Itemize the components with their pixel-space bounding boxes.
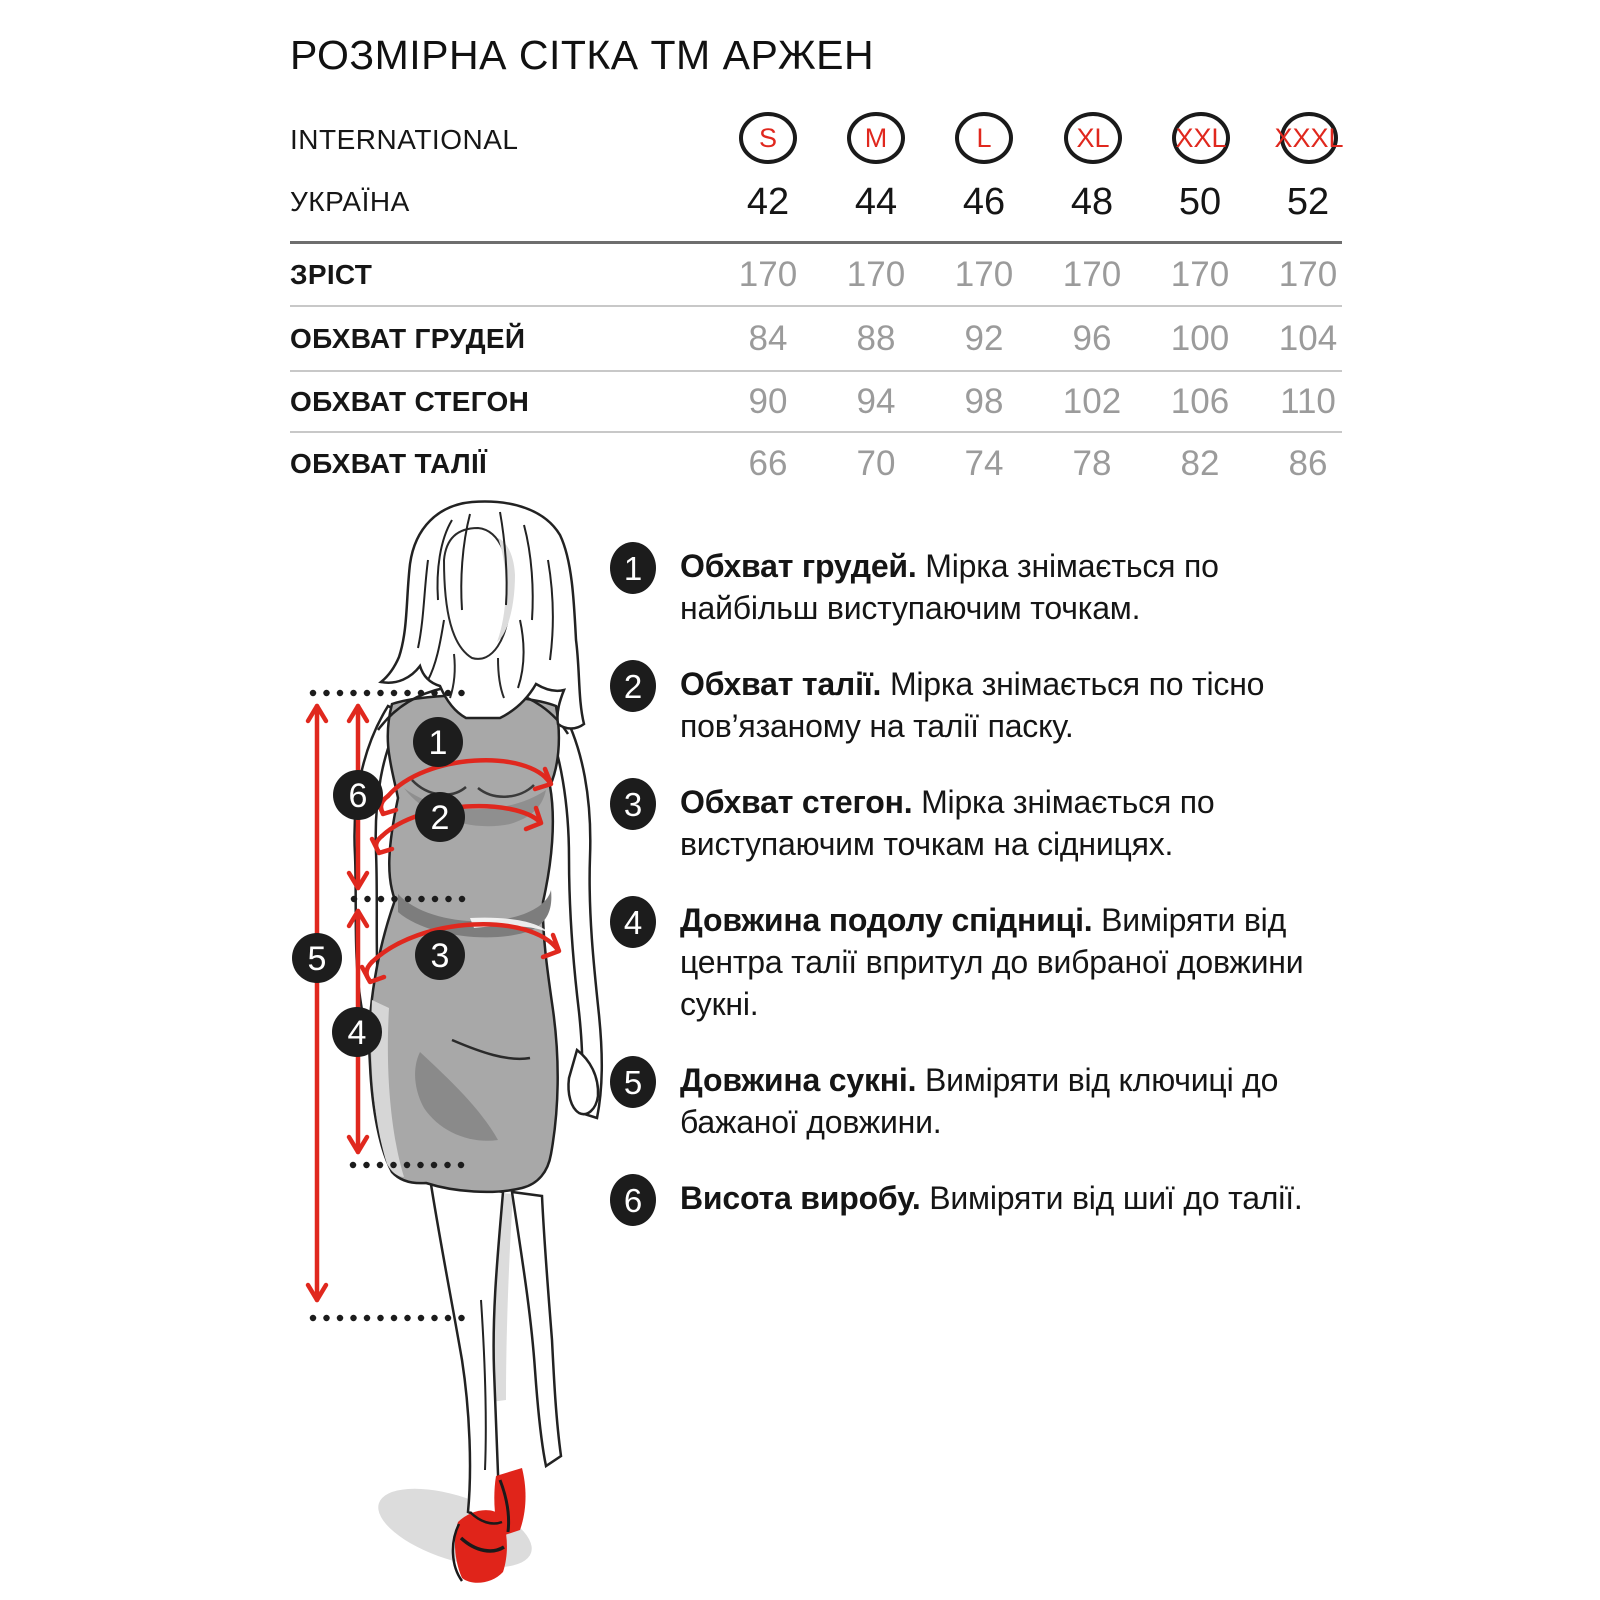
legend-term-5: Довжина сукні.: [680, 1062, 917, 1098]
legend-desc-3: Мірка знімається по виступаючим точкам на сідницях.: [680, 784, 1215, 862]
legend-text-1: [680, 545, 1350, 629]
table-row: [290, 433, 1362, 495]
row-value: 90: [748, 381, 788, 421]
legend-badge-5: [610, 1056, 656, 1108]
row-label: ОБХВАТ СТЕГОН: [290, 385, 530, 417]
figure-woman-illustration: [275, 495, 625, 1600]
figure-marker-4: 4: [347, 1014, 367, 1052]
legend-text-4: [680, 899, 1350, 1025]
row-value: 94: [856, 381, 896, 421]
ukraine-size: 42: [746, 180, 790, 223]
ukraine-size: 52: [1286, 180, 1330, 223]
ukraine-size: 48: [1070, 180, 1114, 223]
row-value: 70: [856, 444, 896, 483]
size-badge-xl-label: XL: [1076, 122, 1110, 153]
row-value: 86: [1288, 444, 1328, 483]
row-value: 110: [1280, 381, 1336, 421]
row-value: 100: [1170, 318, 1230, 358]
row-value: 92: [964, 318, 1004, 358]
row-label: ОБХВАТ ГРУДЕЙ: [290, 322, 526, 354]
legend-badge-2: [610, 660, 656, 712]
legend-badge-6-number: 6: [623, 1181, 643, 1219]
legend-item-6: [610, 1177, 1350, 1226]
legend-term-3: Обхват стегон.: [680, 784, 913, 820]
ukraine-size: 46: [962, 180, 1006, 223]
size-badge-m: [847, 112, 905, 164]
legend-badge-4: [610, 896, 656, 948]
size-badge-s: [739, 112, 797, 164]
size-badge-l-label: L: [976, 122, 992, 153]
legend-badge-5-number: 5: [623, 1063, 643, 1101]
legend-term-4: Довжина подолу спідниці.: [680, 902, 1093, 938]
measurement-legend: [610, 545, 1350, 1226]
legend-text-5: [680, 1059, 1350, 1143]
legend-badge-1-number: 1: [623, 549, 643, 587]
legend-item-3: [610, 781, 1350, 865]
table-row: [290, 244, 1362, 305]
row-value: 84: [748, 318, 788, 358]
figure-marker-5: 5: [307, 940, 327, 978]
row-value: 170: [954, 254, 1014, 294]
row-value: 98: [964, 381, 1004, 421]
figure-marker-3: 3: [430, 937, 450, 975]
size-badge-xl: [1064, 112, 1122, 164]
back-leg: [512, 1192, 561, 1466]
legend-text-3: [680, 781, 1350, 865]
row-value: 170: [1062, 254, 1122, 294]
table-row: [290, 307, 1362, 370]
row-value: 170: [1278, 254, 1338, 294]
row-value: 96: [1072, 318, 1112, 358]
legend-badge-1: [610, 542, 656, 594]
row-value: 104: [1278, 318, 1338, 358]
size-badge-s-label: S: [758, 122, 777, 153]
row-value: 82: [1180, 444, 1220, 483]
page-title: РОЗМІРНА СІТКА ТМ АРЖЕН: [290, 32, 875, 78]
size-badge-xxxl-label: XXXL: [1274, 122, 1344, 153]
legend-item-4: [610, 899, 1350, 1025]
ukraine-row-label: УКРАЇНА: [290, 186, 410, 217]
row-value: 170: [738, 254, 798, 294]
legend-desc-1: Мірка знімається по найбільш виступаючим точкам.: [680, 548, 1219, 626]
legend-desc-2: Мірка знімається по тісно пов’язаному на талії паску.: [680, 666, 1265, 744]
figure-marker-2: 2: [430, 799, 450, 837]
size-badge-xxxl: [1274, 112, 1344, 164]
row-label: ОБХВАТ ТАЛІЇ: [290, 448, 488, 479]
row-value: 106: [1170, 381, 1230, 421]
legend-term-1: Обхват грудей.: [680, 548, 917, 584]
legend-text-6: [680, 1177, 1350, 1219]
row-value: 78: [1072, 444, 1112, 483]
row-value: 102: [1062, 381, 1122, 421]
legend-badge-3-number: 3: [623, 785, 643, 823]
ukraine-size: 44: [854, 180, 898, 223]
row-value: 88: [856, 318, 896, 358]
legend-badge-6: [610, 1174, 656, 1226]
row-value: 74: [964, 444, 1004, 483]
international-row-label: INTERNATIONAL: [290, 124, 519, 155]
front-leg: [430, 1178, 503, 1526]
legend-term-6: Висота виробу.: [680, 1180, 921, 1216]
size-badge-xxl: [1172, 112, 1230, 164]
figure-marker-6: 6: [348, 777, 368, 815]
legend-item-1: [610, 545, 1350, 629]
ukraine-size: 50: [1178, 180, 1222, 223]
legend-desc-5: Виміряти від ключиці до бажаної довжини.: [680, 1062, 1279, 1140]
legend-item-5: [610, 1059, 1350, 1143]
row-label: ЗРІСТ: [290, 258, 373, 290]
row-value: 170: [1170, 254, 1230, 294]
legend-badge-2-number: 2: [623, 667, 643, 705]
legend-desc-6: Виміряти від шиї до талії.: [920, 1180, 1303, 1216]
legend-badge-3: [610, 778, 656, 830]
legend-badge-4-number: 4: [623, 903, 643, 941]
size-badge-l: [955, 112, 1013, 164]
ukraine-size-row: [290, 178, 1362, 226]
legend-text-2: [680, 663, 1350, 747]
legend-desc-4: Виміряти від центра талії впритул до вибраної довжини сукні.: [680, 902, 1304, 1022]
legend-item-2: [610, 663, 1350, 747]
table-row: [290, 372, 1362, 431]
row-value: 170: [846, 254, 906, 294]
figure-marker-1: 1: [428, 724, 448, 762]
row-value: 66: [748, 444, 788, 483]
size-badge-m-label: M: [864, 122, 888, 153]
size-badge-xxl-label: XXL: [1175, 122, 1227, 153]
legend-term-2: Обхват талії.: [680, 666, 882, 702]
